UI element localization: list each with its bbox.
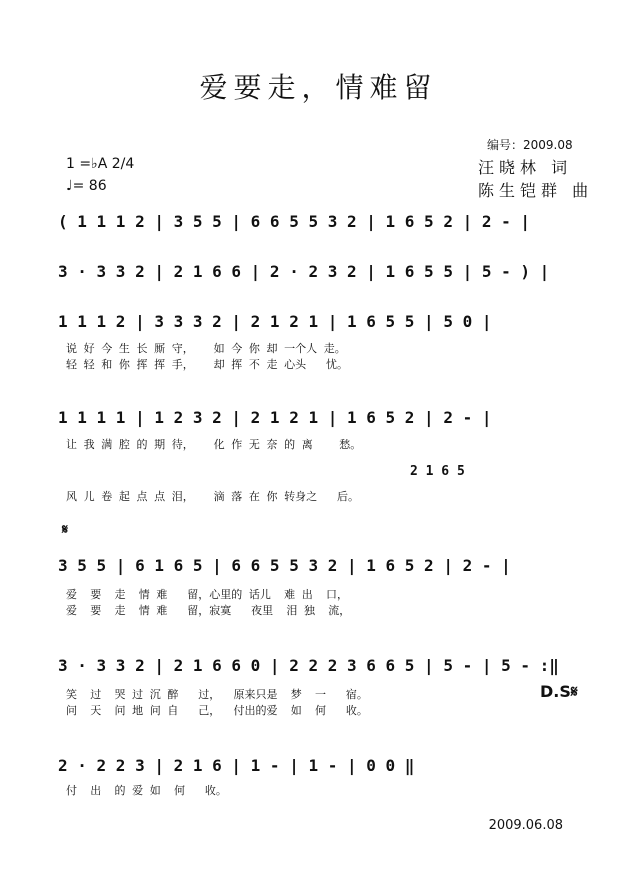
score-line-7: 3 · 3 3 2 | 2 1 6 6 0 | 2 2 2 3 6 6 5 | 5 - | 5 - :‖	[58, 656, 559, 675]
tempo-marking: ♩= 86	[66, 178, 107, 194]
score-line-1: ( 1 1 1 2 | 3 5 5 | 6 6 5 5 3 2 | 1 6 5 2 | 2 - |	[58, 212, 531, 231]
lyricist-credit: 汪晓林 词	[478, 158, 573, 177]
ds-marking: D.S𝄋	[540, 682, 578, 701]
score-line-4: 1 1 1 1 | 1 2 3 2 | 2 1 2 1 | 1 6 5 2 | 2 - |	[58, 408, 492, 427]
ossia-notes: 2 1 6 5	[410, 464, 465, 479]
key-signature: 1 =♭A 2/4	[66, 156, 135, 172]
composer-credit: 陈生铠群 曲	[478, 181, 594, 200]
lyric-line-4: 让 我 满 腔 的 期 待， 化 作 无 奈 的 离 愁。	[66, 438, 362, 451]
lyric-line-6b: 爱 要 走 情 难 留，寂寞 夜里 泪 独 流，	[66, 604, 351, 617]
score-line-6: 3 5 5 | 6 1 6 5 | 6 6 5 5 3 2 | 1 6 5 2 | 2 - |	[58, 556, 511, 575]
date-stamp: 2009.06.08	[488, 818, 563, 833]
lyric-line-7a: 笑 过 哭 过 沉 醉 过， 原来只是 梦 一 宿。	[66, 688, 368, 701]
lyric-line-6a: 爱 要 走 情 难 留，心里的 话儿 难 出 口，	[66, 588, 348, 601]
page-title: 爱要走，情难留	[199, 71, 438, 104]
segno-icon: 𝄋	[62, 522, 69, 538]
lyric-line-5: 风 儿 卷 起 点 点 泪， 滴 落 在 你 转身之 后。	[66, 490, 359, 503]
score-line-8: 2 · 2 2 3 | 2 1 6 | 1 - | 1 - | 0 0 ‖	[58, 756, 415, 775]
lyric-line-3a: 说 好 今 生 长 厮 守， 如 今 你 却 一个人 走。	[66, 342, 346, 355]
lyric-line-8: 付 出 的 爱 如 何 收。	[66, 784, 227, 797]
serial-number: 编号：2009.08	[487, 138, 573, 152]
score-line-3: 1 1 1 2 | 3 3 3 2 | 2 1 2 1 | 1 6 5 5 | 5 0 |	[58, 312, 492, 331]
lyric-line-7b: 问 天 问 地 问 自 己， 付出的爱 如 何 收。	[66, 704, 368, 717]
score-line-2: 3 · 3 3 2 | 2 1 6 6 | 2 · 2 3 2 | 1 6 5 5 | 5 - ) |	[58, 262, 550, 281]
lyric-line-3b: 轻 轻 和 你 挥 挥 手， 却 挥 不 走 心头 忧。	[66, 358, 348, 371]
